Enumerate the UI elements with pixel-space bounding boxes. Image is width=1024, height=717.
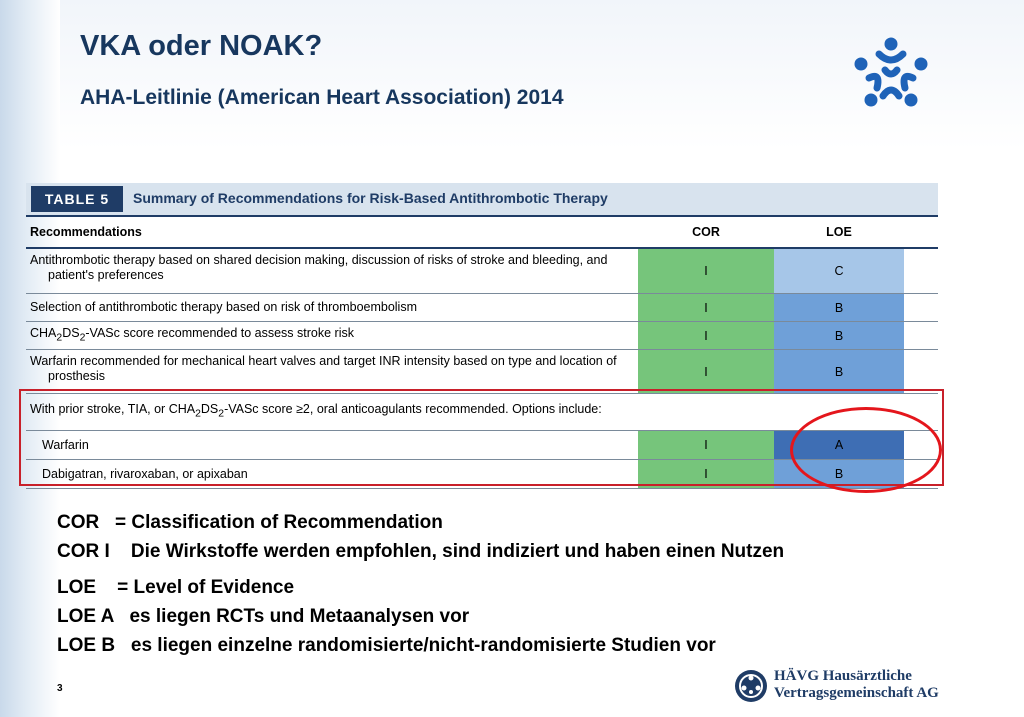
row-loe: B xyxy=(774,350,904,393)
header-loe: LOE xyxy=(826,225,852,239)
row-loe: B xyxy=(774,322,904,349)
table-row xyxy=(26,249,938,294)
row-cor: I xyxy=(638,322,774,349)
header-cor: COR xyxy=(692,225,720,239)
text-part: With prior stroke, TIA, or CHA xyxy=(30,402,196,417)
row-recommendation: Selection of antithrombotic therapy based on risk of thromboembolism xyxy=(30,300,417,314)
text-part: DS xyxy=(62,325,80,340)
text-part: CHA xyxy=(30,325,57,340)
table-row xyxy=(26,350,938,394)
text-part: -VASc score recommended to assess stroke risk xyxy=(85,325,354,340)
footer-brand: HÄVG xyxy=(774,668,819,684)
table-label: TABLE 5 xyxy=(31,186,123,212)
subscript: 2 xyxy=(195,408,201,420)
subscript: 2 xyxy=(79,332,86,344)
header-recommendations: Recommendations xyxy=(30,224,142,239)
page-number: 3 xyxy=(57,683,63,694)
text-part: DS xyxy=(200,402,219,417)
row-cor: I xyxy=(638,294,774,321)
row-loe: C xyxy=(774,249,904,293)
row-recommendation: Warfarin xyxy=(42,437,89,452)
footer-suffix: AG xyxy=(913,685,939,701)
table-column-headers xyxy=(26,217,938,249)
legend-line: LOE B es liegen einzelne randomisierte/nicht-randomisierte Studien vor xyxy=(57,635,716,656)
row-loe: B xyxy=(774,294,904,321)
table-row xyxy=(26,294,938,322)
network-logo-icon xyxy=(851,36,931,110)
footer-organization xyxy=(774,668,939,702)
highlight-ellipse xyxy=(790,407,942,493)
subscript: 2 xyxy=(218,408,225,420)
row-loe: B xyxy=(774,460,904,488)
row-loe: A xyxy=(774,431,904,459)
table-header-bar xyxy=(26,183,938,217)
row-cor: I xyxy=(638,431,774,459)
legend-line: COR = Classification of Recommendation xyxy=(57,512,443,533)
legend-line: LOE = Level of Evidence xyxy=(57,577,295,598)
row-recommendation: Warfarin recommended for mechanical heart valves and target INR intensity based on type and location of prosthesis xyxy=(30,354,617,383)
slide-title: VKA oder NOAK? xyxy=(80,30,323,62)
slide-subtitle: AHA-Leitlinie (American Heart Association) 2014 xyxy=(80,86,564,109)
table-row xyxy=(26,322,938,350)
text-part: -VASc score ≥2, oral anticoagulants recommended. Options include: xyxy=(224,402,602,417)
row-recommendation: Dabigatran, rivaroxaban, or apixaban xyxy=(42,466,248,481)
footer-line2: Vertragsgemeinschaft xyxy=(774,685,914,701)
haevg-logo-icon xyxy=(733,668,769,704)
row-cor: I xyxy=(638,249,774,293)
legend-line: COR I Die Wirkstoffe werden empfohlen, sind indiziert und haben einen Nutzen xyxy=(57,541,785,562)
row-cor: I xyxy=(638,350,774,393)
subscript: 2 xyxy=(56,332,63,344)
footer-line1: Hausärztliche xyxy=(819,668,912,684)
row-recommendation: Antithrombotic therapy based on shared decision making, discussion of risks of stroke and bleeding, and patient's preferences xyxy=(30,253,608,282)
table-title: Summary of Recommendations for Risk-Based Antithrombotic Therapy xyxy=(133,190,608,206)
row-cor: I xyxy=(638,460,774,488)
row-recommendation xyxy=(26,322,638,349)
legend-line: LOE A es liegen RCTs und Metaanalysen vor xyxy=(57,606,470,627)
